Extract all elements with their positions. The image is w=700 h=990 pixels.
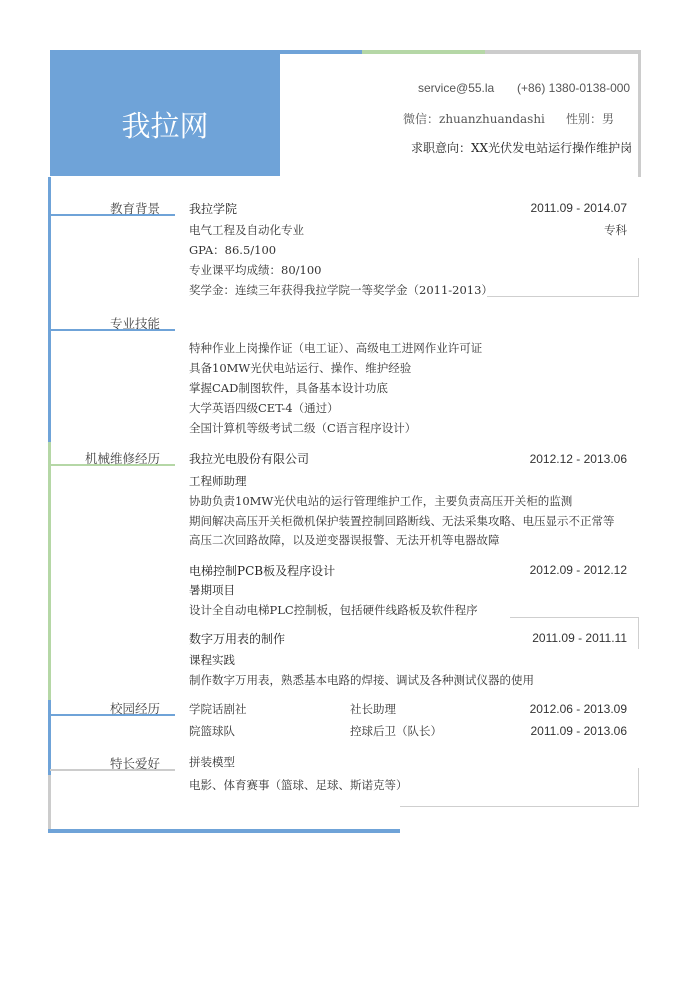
job2-role: 暑期项目 — [189, 583, 235, 597]
bottom-bar-blue — [48, 829, 400, 833]
top-bar-gray — [485, 50, 641, 54]
edu-date: 2011.09 - 2014.07 — [530, 201, 627, 215]
job1-line: 协助负责10MW光伏电站的运行管理维护工作，主要负责高压开关柜的监测 — [189, 494, 573, 508]
rule-bottom — [400, 806, 639, 807]
edu-degree: 专科 — [604, 223, 627, 237]
campus-date: 2011.09 - 2013.06 — [530, 724, 627, 738]
section-title-campus: 校园经历 — [110, 701, 161, 716]
rule-exp-mid — [510, 617, 639, 618]
job2-line: 设计全自动电梯PLC控制板，包括硬件线路板及软件程序 — [189, 603, 478, 617]
edu-line: 专业课平均成绩：80/100 — [189, 263, 322, 277]
phone: (+86) 1380-0138-000 — [517, 81, 631, 95]
spine-blue-2 — [48, 700, 51, 775]
job3-date: 2011.09 - 2011.11 — [532, 631, 627, 645]
hobby-line: 拼装模型 — [189, 755, 235, 769]
skill-line: 具备10MW光伏电站运行、操作、维护经验 — [189, 361, 412, 375]
section-title-experience: 机械维修经历 — [85, 451, 161, 466]
spine-green — [48, 442, 51, 700]
spine-gray — [48, 775, 51, 830]
campus-org: 学院话剧社 — [189, 702, 247, 716]
edu-line: GPA：86.5/100 — [189, 243, 277, 257]
job1-line: 高压二次回路故障，以及逆变器误报警、无法开机等电器故障 — [189, 533, 500, 547]
job3-org: 数字万用表的制作 — [189, 632, 286, 646]
skill-line: 全国计算机等级考试二级（C语言程序设计） — [189, 421, 417, 435]
job2-org: 电梯控制PCB板及程序设计 — [189, 564, 336, 578]
hobby-line: 电影、体育赛事（篮球、足球、斯诺克等） — [189, 778, 408, 792]
rule-edu-bottom — [487, 296, 639, 297]
top-bar-green — [362, 50, 485, 54]
right-border-edu — [638, 258, 639, 297]
section-title-skills: 专业技能 — [110, 316, 161, 331]
right-border-bottom — [638, 768, 639, 806]
section-title-education: 教育背景 — [110, 201, 161, 216]
job1-line: 期间解决高压开关柜微机保护装置控制回路断线、无法采集攻略、电压显示不正常等 — [189, 514, 615, 528]
right-border-exp — [638, 617, 639, 649]
campus-role: 控球后卫（队长） — [350, 724, 442, 738]
job3-role: 课程实践 — [189, 653, 235, 667]
spine-blue-1 — [48, 177, 51, 442]
skill-line: 大学英语四级CET-4（通过） — [189, 401, 339, 415]
edu-line: 奖学金：连续三年获得我拉学院一等奖学金（2011-2013） — [189, 283, 493, 297]
edu-school: 我拉学院 — [189, 202, 238, 216]
job-objective: 求职意向：XX光伏发电站运行操作维护岗 — [411, 141, 633, 155]
campus-org: 院篮球队 — [189, 724, 235, 738]
edu-major: 电气工程及自动化专业 — [189, 223, 304, 237]
skill-line: 掌握CAD制图软件，具备基本设计功底 — [189, 381, 388, 395]
job3-line: 制作数字万用表，熟悉基本电路的焊接、调试及各种测试仪器的使用 — [189, 673, 534, 687]
right-border-top — [638, 54, 641, 177]
job2-date: 2012.09 - 2012.12 — [529, 563, 627, 577]
skill-line: 特种作业上岗操作证（电工证）、高级电工进网作业许可证 — [189, 341, 483, 355]
wechat: 微信：zhuanzhuandashi — [403, 112, 545, 126]
campus-role: 社长助理 — [350, 702, 396, 716]
email: service@55.la — [418, 81, 495, 95]
campus-date: 2012.06 - 2013.09 — [529, 702, 627, 716]
gender: 性别：男 — [566, 112, 615, 126]
candidate-name: 我拉网 — [121, 109, 209, 143]
job1-org: 我拉光电股份有限公司 — [189, 452, 310, 466]
section-title-hobbies: 特长爱好 — [110, 756, 161, 771]
job1-date: 2012.12 - 2013.06 — [529, 452, 627, 466]
job1-role: 工程师助理 — [189, 474, 247, 488]
